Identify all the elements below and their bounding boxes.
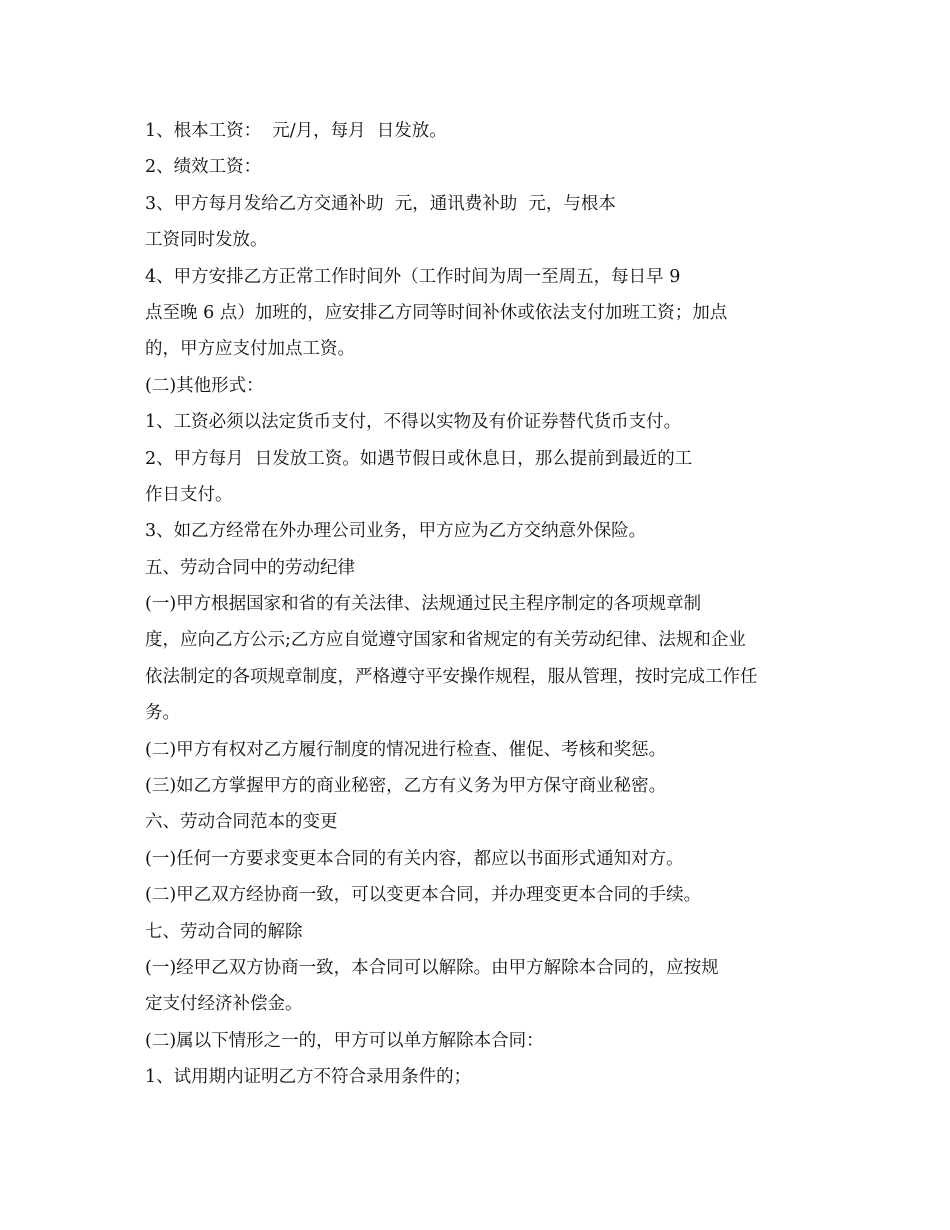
overtime-line-cont-2: 的，甲方应支付加点工资。 bbox=[145, 339, 355, 360]
discipline-rule-3: (三)如乙方掌握甲方的商业秘密，乙方有义务为甲方保守商业秘密。 bbox=[145, 776, 667, 797]
discipline-rule-2: (二)甲方有权对乙方履行制度的情况进行检查、催促、考核和奖惩。 bbox=[145, 739, 667, 760]
change-rule-2: (二)甲乙双方经协商一致，可以变更本合同，并办理变更本合同的手续。 bbox=[145, 885, 702, 906]
pay-date-line: 2、甲方每月 日发放工资。如遇节假日或休息日，那么提前到最近的工 bbox=[145, 448, 693, 469]
document-body bbox=[145, 113, 835, 1096]
pay-date-line-cont: 作日支付。 bbox=[145, 484, 233, 505]
other-forms-heading: (二)其他形式： bbox=[145, 375, 264, 396]
legal-currency-line: 1、工资必须以法定货币支付，不得以实物及有价证券替代货币支付。 bbox=[145, 412, 682, 433]
termination-rule-1-cont: 定支付经济补偿金。 bbox=[145, 994, 303, 1015]
termination-case-1: 1、试用期内证明乙方不符合录用条件的； bbox=[145, 1067, 472, 1088]
allowance-line: 3、甲方每月发给乙方交通补助 元，通讯费补助 元，与根本 bbox=[145, 193, 616, 214]
discipline-rule-1-cont-1: 度，应向乙方公示;乙方应自觉遵守国家和省规定的有关劳动纪律、法规和企业 bbox=[145, 630, 746, 651]
overtime-line-cont-1: 点至晚 6 点）加班的，应安排乙方同等时间补休或依法支付加班工资；加点 bbox=[145, 302, 728, 323]
termination-rule-1: (一)经甲乙双方协商一致，本合同可以解除。由甲方解除本合同的，应按规 bbox=[145, 957, 719, 978]
salary-basic-line: 1、根本工资： 元/月，每月 日发放。 bbox=[145, 121, 447, 141]
salary-performance-line: 2、绩效工资： bbox=[145, 157, 262, 178]
insurance-line: 3、如乙方经常在外办理公司业务，甲方应为乙方交纳意外保险。 bbox=[145, 521, 647, 542]
change-rule-1: (一)任何一方要求变更本合同的有关内容，都应以书面形式通知对方。 bbox=[145, 848, 684, 869]
section-six-heading: 六、劳动合同范本的变更 bbox=[145, 812, 338, 833]
overtime-line: 4、甲方安排乙方正常工作时间外（工作时间为周一至周五，每日早 9 bbox=[145, 266, 681, 287]
discipline-rule-1-cont-2: 依法制定的各项规章制度，严格遵守平安操作规程，服从管理，按时完成工作任 bbox=[145, 666, 758, 687]
termination-rule-2: (二)属以下情形之一的，甲方可以单方解除本合同： bbox=[145, 1030, 544, 1051]
section-seven-heading: 七、劳动合同的解除 bbox=[145, 921, 303, 942]
section-five-heading: 五、劳动合同中的劳动纪律 bbox=[145, 557, 355, 578]
allowance-line-cont: 工资同时发放。 bbox=[145, 230, 268, 251]
discipline-rule-1: (一)甲方根据国家和省的有关法律、法规通过民主程序制定的各项规章制 bbox=[145, 594, 702, 615]
discipline-rule-1-cont-3: 务。 bbox=[145, 703, 180, 724]
